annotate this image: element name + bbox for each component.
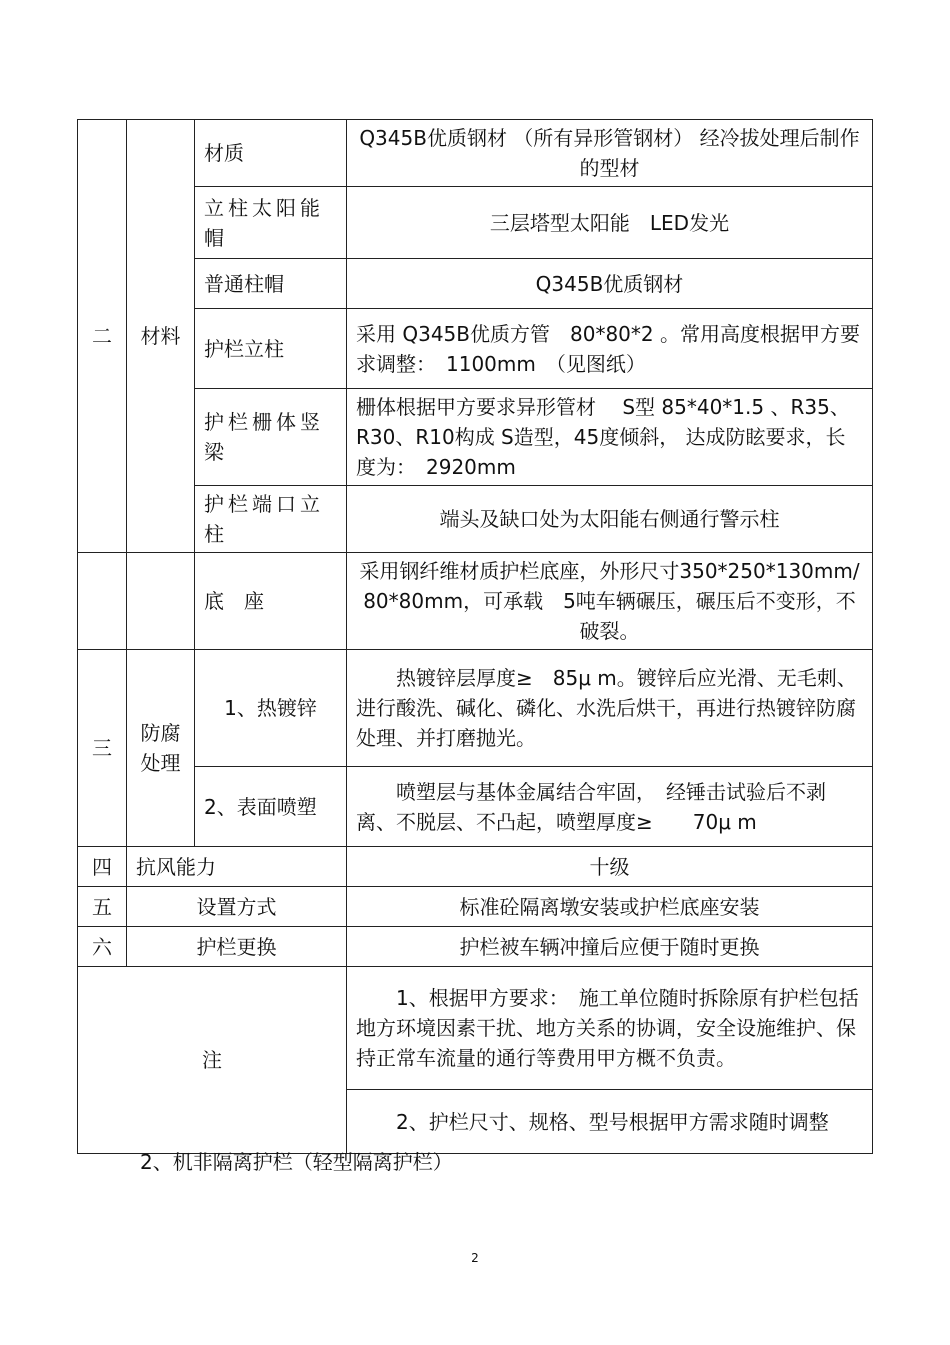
row-label: 护栏更换 bbox=[127, 927, 347, 967]
row-label: 设置方式 bbox=[127, 887, 347, 927]
table-row bbox=[78, 187, 873, 259]
table-row bbox=[78, 767, 873, 847]
row-label: 底 座 bbox=[195, 553, 347, 650]
table-row bbox=[78, 650, 873, 767]
table-row bbox=[78, 887, 873, 927]
row-value: 护栏被车辆冲撞后应便于随时更换 bbox=[347, 927, 873, 967]
section-caption: 2、机非隔离护栏（轻型隔离护栏） bbox=[140, 1150, 453, 1174]
section-category: 防腐处理 bbox=[127, 650, 195, 847]
row-value: 采用钢纤维材质护栏底座，外形尺寸350*250*130mm/80*80mm，可承载 5吨车辆碾压，碾压后不变形，不破裂。 bbox=[347, 553, 873, 650]
section-index: 五 bbox=[78, 887, 127, 927]
row-value: 热镀锌层厚度≥ 85μ m。镀锌后应光滑、无毛刺、进行酸洗、碱化、磷化、水洗后烘干，再进行热镀锌防腐处理、并打磨抛光。 bbox=[347, 650, 873, 767]
row-label: 立柱太阳能帽 bbox=[195, 187, 347, 259]
row-value: 栅体根据甲方要求异形管材 S型 85*40*1.5 、R35、R30、R10构成 S造型，45度倾斜， 达成防眩要求，长度为： 2920mm bbox=[347, 389, 873, 486]
row-value: 十级 bbox=[347, 847, 873, 887]
section-index: 六 bbox=[78, 927, 127, 967]
section-category: 材料 bbox=[127, 120, 195, 553]
notes-label: 注 bbox=[78, 967, 347, 1154]
row-label: 1、热镀锌 bbox=[195, 650, 347, 767]
row-value: 采用 Q345B优质方管 80*80*2 。常用高度根据甲方要求调整： 1100mm （见图纸） bbox=[347, 309, 873, 389]
row-label: 2、表面喷塑 bbox=[195, 767, 347, 847]
table-row bbox=[78, 847, 873, 887]
table-row bbox=[78, 389, 873, 486]
row-label: 护栏端口立柱 bbox=[195, 486, 347, 553]
row-value: 三层塔型太阳能 LED发光 bbox=[347, 187, 873, 259]
row-value: Q345B优质钢材 （所有异形管钢材） 经冷拔处理后制作的型材 bbox=[347, 120, 873, 187]
row-label: 护栏立柱 bbox=[195, 309, 347, 389]
row-label: 普通柱帽 bbox=[195, 259, 347, 309]
blank-cell bbox=[78, 553, 127, 650]
row-label: 抗风能力 bbox=[127, 847, 347, 887]
row-value: 喷塑层与基体金属结合牢固， 经锤击试验后不剥离、不脱层、不凸起，喷塑厚度≥ 70μ m bbox=[347, 767, 873, 847]
section-index: 三 bbox=[78, 650, 127, 847]
blank-cell bbox=[127, 553, 195, 650]
row-value: Q345B优质钢材 bbox=[347, 259, 873, 309]
row-label: 材质 bbox=[195, 120, 347, 187]
section-index: 二 bbox=[78, 120, 127, 553]
note-item: 1、根据甲方要求： 施工单位随时拆除原有护栏包括地方环境因素干扰、地方关系的协调，安全设施维护、保持正常车流量的通行等费用甲方概不负责。 bbox=[347, 967, 873, 1090]
table-row bbox=[78, 553, 873, 650]
table-row bbox=[78, 259, 873, 309]
section-index: 四 bbox=[78, 847, 127, 887]
row-label: 护栏栅体竖梁 bbox=[195, 389, 347, 486]
page-number: 2 bbox=[471, 1251, 479, 1265]
spec-table bbox=[77, 119, 873, 1154]
table-row bbox=[78, 967, 873, 1090]
table-row bbox=[78, 309, 873, 389]
row-value: 标准砼隔离墩安装或护栏底座安装 bbox=[347, 887, 873, 927]
table-row bbox=[78, 120, 873, 187]
table-row bbox=[78, 927, 873, 967]
note-item: 2、护栏尺寸、规格、型号根据甲方需求随时调整 bbox=[347, 1090, 873, 1154]
table-row bbox=[78, 486, 873, 553]
row-value: 端头及缺口处为太阳能右侧通行警示柱 bbox=[347, 486, 873, 553]
